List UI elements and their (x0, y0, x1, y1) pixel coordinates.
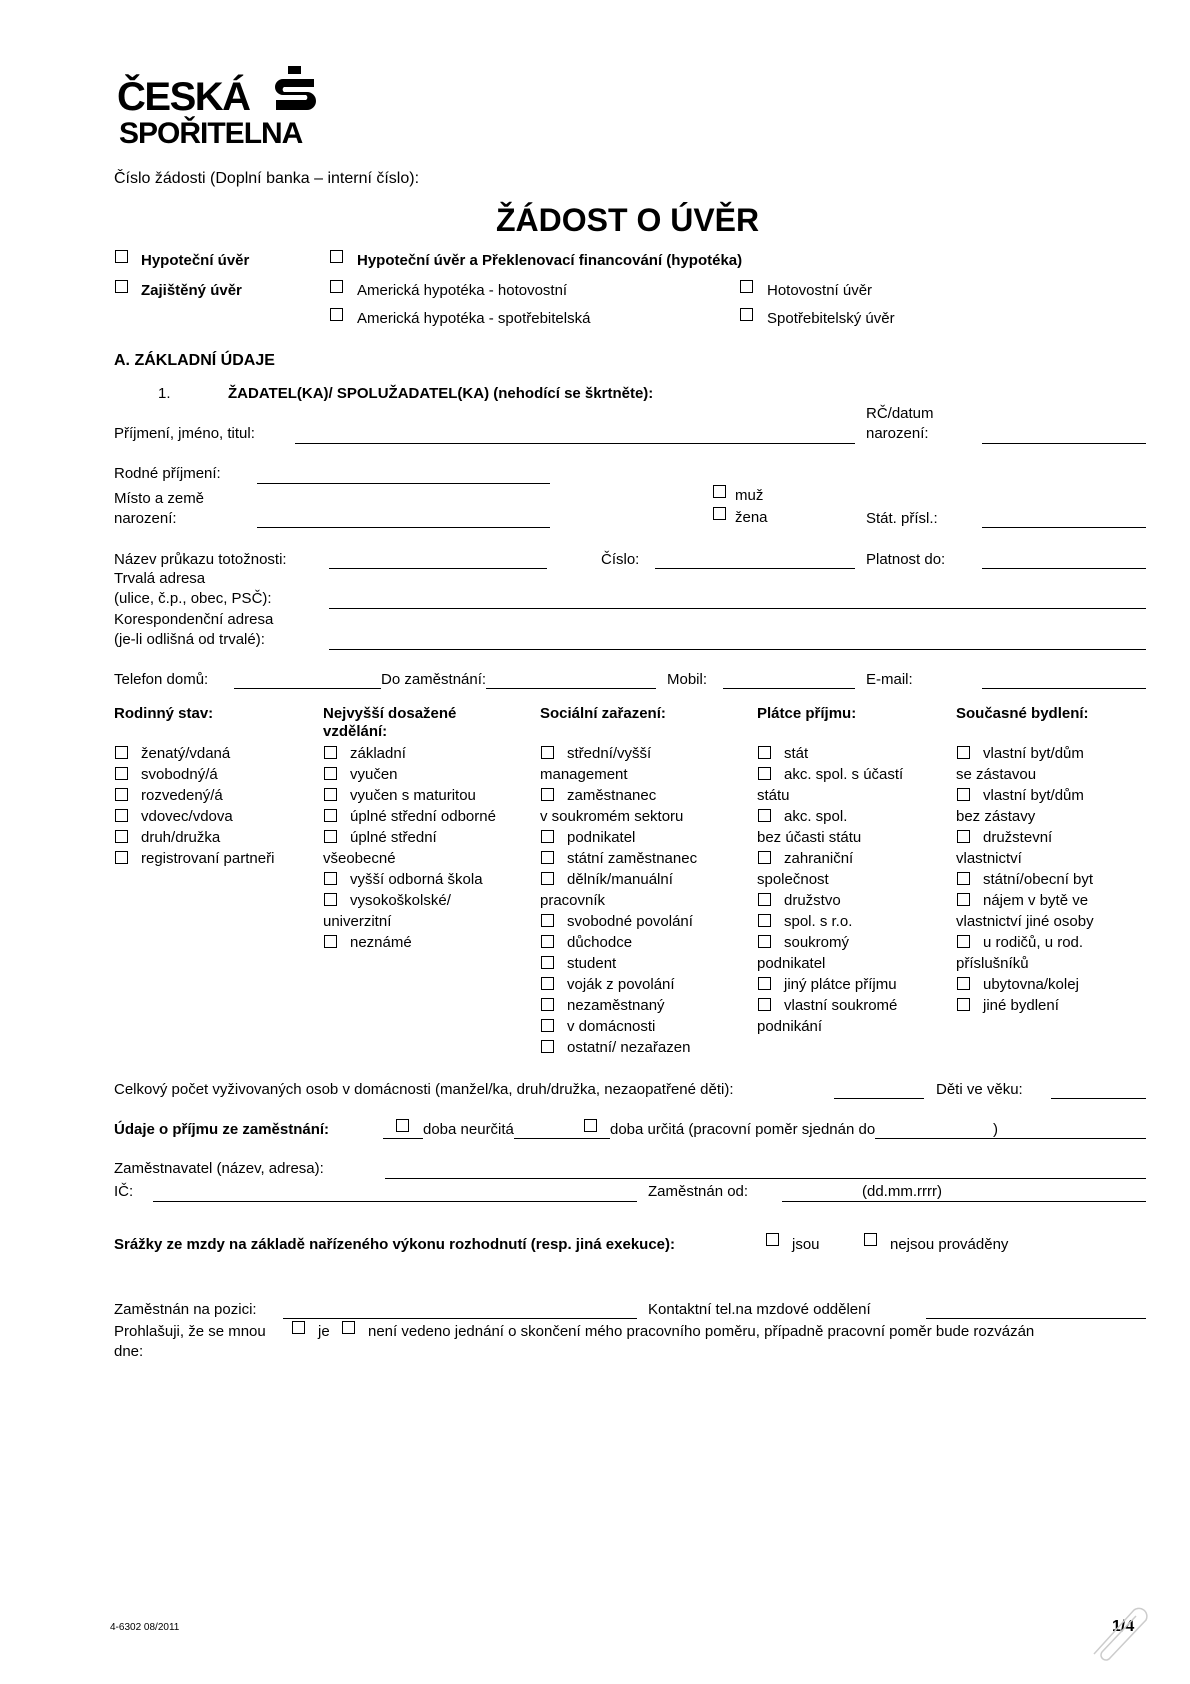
education-option[interactable]: vyšší odborná škola (323, 869, 496, 890)
corr-address-label-line2: (je-li odlišná od trvalé): (114, 631, 265, 648)
family-status-list (114, 743, 274, 869)
phone-home-label: Telefon domů: (114, 671, 209, 688)
perm-address-label-line2: (ulice, č.p., obec, PSČ): (114, 590, 272, 607)
americka-spotrebitelska-checkbox[interactable] (330, 308, 343, 321)
deductions-label: Srážky ze mzdy na základě nařízeného výkonu rozhodnutí (resp. jiná exekuce): (114, 1236, 675, 1253)
social-option[interactable]: státní zaměstnanec (540, 848, 697, 869)
position-label: Zaměstnán na pozici: (114, 1301, 257, 1318)
paperclip-icon (1086, 1598, 1156, 1662)
perm-address-field[interactable] (329, 608, 1146, 609)
request-number-label: Číslo žádosti (Doplní banka – interní číslo): (114, 170, 420, 187)
position-field[interactable] (283, 1318, 637, 1319)
education-option[interactable]: vysokoškolské/ (323, 890, 496, 911)
deductions-yes-checkbox[interactable] (766, 1233, 779, 1246)
payer-option[interactable]: soukromý (757, 932, 903, 953)
children-ages-field[interactable] (1051, 1098, 1146, 1099)
id-name-label: Název průkazu totožnosti: (114, 551, 287, 568)
payer-option[interactable]: akc. spol. (757, 806, 903, 827)
housing-option-cont: bez zástavy (956, 808, 1036, 825)
housing-option[interactable]: nájem v bytě ve (956, 890, 1094, 911)
social-option[interactable]: voják z povolání (540, 974, 697, 995)
housing-option[interactable]: družstevní (956, 827, 1094, 848)
education-option[interactable]: úplné střední odborné (323, 806, 496, 827)
payer-option-cont: společnost (757, 871, 829, 888)
income-payer-title: Plátce příjmu: (757, 705, 857, 722)
payer-option-cont: podnikání (757, 1018, 823, 1035)
education-option-cont: univerzitní (323, 913, 392, 930)
declaration-date-label: dne: (114, 1343, 144, 1360)
declaration-is-checkbox[interactable] (292, 1321, 305, 1334)
payer-option[interactable]: vlastní soukromé (757, 995, 903, 1016)
maiden-name-field[interactable] (257, 483, 550, 484)
payer-option-cont: bez účasti státu (757, 829, 862, 846)
id-number-field[interactable] (655, 568, 855, 569)
hypotecni-label: Hypoteční úvěr (141, 252, 250, 269)
family-option[interactable]: registrovaní partneři (114, 848, 274, 869)
ic-label: IČ: (114, 1183, 134, 1200)
employed-since-field[interactable] (782, 1201, 1146, 1202)
housing-option[interactable]: vlastní byt/dům (956, 743, 1094, 764)
logo-line1: ČESKÁ (117, 75, 250, 119)
section-a-title: A. ZÁKLADNÍ ÚDAJE (114, 352, 275, 369)
housing-option[interactable]: vlastní byt/dům (956, 785, 1094, 806)
name-label: Příjmení, jméno, titul: (114, 425, 255, 442)
social-option-cont: management (540, 766, 628, 783)
declaration-text: není vedeno jednání o skončení mého pracovního poměru, případně pracovní poměr bude rozvázán (368, 1323, 1035, 1340)
payer-option[interactable]: spol. s r.o. (757, 911, 903, 932)
rc-field[interactable] (982, 443, 1146, 444)
deductions-no-checkbox[interactable] (864, 1233, 877, 1246)
corr-address-label-line1: Korespondenční adresa (114, 611, 274, 628)
education-option-cont: všeobecné (323, 850, 396, 867)
zajisteny-label: Zajištěný úvěr (141, 282, 242, 299)
declaration-is-label: je (318, 1323, 330, 1340)
definite-checkbox[interactable] (584, 1119, 597, 1132)
maiden-name-label: Rodné příjmení: (114, 465, 221, 482)
social-option[interactable]: důchodce (540, 932, 697, 953)
education-option[interactable]: vyučen (323, 764, 496, 785)
valid-until-field[interactable] (982, 568, 1146, 569)
definite-close-paren: ) (993, 1121, 998, 1138)
page-number: 1/4 (1112, 1618, 1135, 1635)
declaration-prefix: Prohlašuji, že se mnou (114, 1323, 266, 1340)
hotovostni-checkbox[interactable] (740, 280, 753, 293)
social-option[interactable]: podnikatel (540, 827, 697, 848)
family-option[interactable]: rozvedený/á (114, 785, 274, 806)
social-option[interactable]: zaměstnanec (540, 785, 697, 806)
deductions-yes-label: jsou (792, 1236, 820, 1253)
email-field[interactable] (982, 688, 1146, 689)
id-name-field[interactable] (329, 568, 547, 569)
spotrebitelsky-checkbox[interactable] (740, 308, 753, 321)
corr-address-field[interactable] (329, 649, 1146, 650)
family-option[interactable]: svobodný/á (114, 764, 274, 785)
education-option[interactable]: neznámé (323, 932, 496, 953)
hypo-preklenovaci-label: Hypoteční úvěr a Překlenovací financování (hypotéka) (357, 252, 743, 269)
social-option[interactable]: student (540, 953, 697, 974)
social-option-cont: v soukromém sektoru (540, 808, 684, 825)
housing-option-cont: příslušníků (956, 955, 1029, 972)
date-format-hint: (dd.mm.rrrr) (862, 1183, 942, 1200)
social-option[interactable]: ostatní/ nezařazen (540, 1037, 697, 1058)
social-status-title: Sociální zařazení: (540, 705, 666, 722)
payer-option[interactable]: zahraniční (757, 848, 903, 869)
indefinite-checkbox[interactable] (396, 1119, 409, 1132)
social-option[interactable]: dělník/manuální (540, 869, 697, 890)
indefinite-label: doba neurčitá (423, 1121, 514, 1138)
perm-address-label-line1: Trvalá adresa (114, 570, 206, 587)
housing-option[interactable]: u rodičů, u rod. (956, 932, 1094, 953)
female-checkbox[interactable] (713, 507, 726, 520)
dependents-field[interactable] (834, 1098, 924, 1099)
mobile-field[interactable] (723, 688, 855, 689)
housing-title: Současné bydlení: (956, 705, 1089, 722)
education-option[interactable]: úplné střední (323, 827, 496, 848)
citizenship-field[interactable] (982, 527, 1146, 528)
logo-line2: SPOŘITELNA (119, 117, 303, 150)
payroll-contact-field[interactable] (926, 1318, 1146, 1319)
page-title: ŽÁDOST O ÚVĚR (496, 202, 760, 238)
social-option-cont: pracovník (540, 892, 606, 909)
social-option[interactable]: nezaměstnaný (540, 995, 697, 1016)
dependents-label: Celkový počet vyživovaných osob v domácnosti (manžel/ka, druh/družka, nezaopatřené děti): (114, 1081, 734, 1098)
housing-option-cont: vlastnictví (956, 850, 1022, 867)
male-checkbox[interactable] (713, 485, 726, 498)
social-option[interactable]: svobodné povolání (540, 911, 697, 932)
payer-option[interactable]: družstvo (757, 890, 903, 911)
valid-until-label: Platnost do: (866, 551, 946, 568)
spotrebitelsky-label: Spotřebitelský úvěr (767, 310, 895, 327)
birthplace-label-line1: Místo a země (114, 490, 205, 507)
income-payer-list (757, 743, 903, 1037)
birthplace-field[interactable] (257, 527, 550, 528)
social-option[interactable]: střední/vyšší (540, 743, 697, 764)
male-label: muž (735, 487, 764, 504)
hypotecni-checkbox[interactable] (115, 250, 128, 263)
citizenship-label: Stát. přísl.: (866, 510, 938, 527)
definite-label: doba určitá (pracovní poměr sjednán do (610, 1121, 876, 1138)
zajisteny-checkbox[interactable] (115, 280, 128, 293)
deductions-no-label: nejsou prováděny (890, 1236, 1009, 1253)
education-title-line2: vzdělání: (323, 723, 388, 740)
housing-list (956, 743, 1094, 1016)
housing-option[interactable]: jiné bydlení (956, 995, 1094, 1016)
payer-option-cont: státu (757, 787, 790, 804)
female-label: žena (735, 509, 768, 526)
family-option[interactable]: ženatý/vdaná (114, 743, 274, 764)
phone-work-label: Do zaměstnání: (381, 671, 487, 688)
form-code: 4-6302 08/2011 (110, 1622, 180, 1633)
rc-label-line2: narození: (866, 425, 929, 442)
americka-spotrebitelska-label: Americká hypotéka - spotřebitelská (357, 310, 591, 327)
family-option[interactable]: druh/družka (114, 827, 274, 848)
americka-hotovostni-checkbox[interactable] (330, 280, 343, 293)
social-option[interactable]: v domácnosti (540, 1016, 697, 1037)
children-ages-label: Děti ve věku: (936, 1081, 1023, 1098)
declaration-isnot-checkbox[interactable] (342, 1321, 355, 1334)
education-option[interactable]: vyučen s maturitou (323, 785, 496, 806)
ic-field[interactable] (153, 1201, 637, 1202)
hotovostni-label: Hotovostní úvěr (767, 282, 873, 299)
family-option[interactable]: vdovec/vdova (114, 806, 274, 827)
payroll-contact-label: Kontaktní tel.na mzdové oddělení (648, 1301, 871, 1318)
hypo-preklenovaci-checkbox[interactable] (330, 250, 343, 263)
payer-option[interactable]: stát (757, 743, 903, 764)
applicant-section-title: ŽADATEL(KA)/ SPOLUŽADATEL(KA) (nehodící se škrtněte): (228, 385, 654, 402)
housing-option-cont: vlastnictví jiné osoby (956, 913, 1094, 930)
email-label: E-mail: (866, 671, 913, 688)
payer-option[interactable]: akc. spol. s účastí (757, 764, 903, 785)
id-number-label: Číslo: (601, 551, 640, 568)
bank-logo-s-icon (274, 66, 316, 118)
payer-option[interactable]: jiný plátce příjmu (757, 974, 903, 995)
family-status-title: Rodinný stav: (114, 705, 214, 722)
housing-option-cont: se zástavou (956, 766, 1037, 783)
employer-field[interactable] (385, 1178, 1146, 1179)
birthplace-label-line2: narození: (114, 510, 177, 527)
americka-hotovostni-label: Americká hypotéka - hotovostní (357, 282, 568, 299)
employer-label: Zaměstnavatel (název, adresa): (114, 1160, 324, 1177)
education-list (323, 743, 496, 953)
income-label: Údaje o příjmu ze zaměstnání: (114, 1121, 330, 1138)
payer-option-cont: podnikatel (757, 955, 826, 972)
housing-option[interactable]: státní/obecní byt (956, 869, 1094, 890)
applicant-number: 1. (158, 385, 171, 402)
mobile-label: Mobil: (667, 671, 708, 688)
employed-since-label: Zaměstnán od: (648, 1183, 749, 1200)
housing-option[interactable]: ubytovna/kolej (956, 974, 1094, 995)
education-option[interactable]: základní (323, 743, 496, 764)
education-title-line1: Nejvyšší dosažené (323, 705, 457, 722)
social-status-list (540, 743, 697, 1058)
rc-label-line1: RČ/datum (866, 405, 934, 422)
name-field[interactable] (295, 443, 855, 444)
